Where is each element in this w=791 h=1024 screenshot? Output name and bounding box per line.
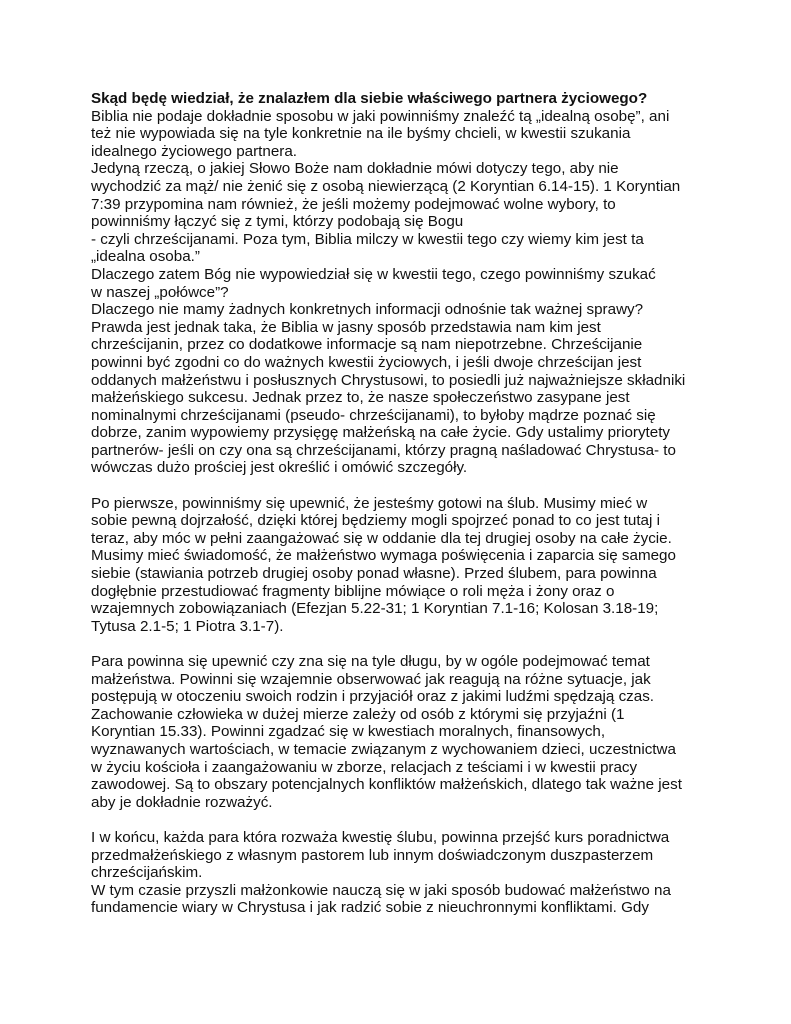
text-line: Para powinna się upewnić czy zna się na tyle długu, by w ogóle podejmować temat — [91, 653, 650, 670]
text-line: siebie (stawiania potrzeb drugiej osoby ponad własne). Przed ślubem, para powinna — [91, 565, 657, 583]
text-line: - czyli chrześcijanami. Poza tym, Biblia milczy w kwestii tego czy wiemy kim jest ta — [91, 230, 644, 248]
text-line: dogłębnie przestudiować fragmenty biblijne mówiące o roli męża i żony oraz o — [91, 582, 615, 600]
text-line: wyznawanych wartościach, w temacie związanym z wychowaniem dzieci, uczestnictwa — [91, 740, 676, 758]
text-line: małżeństwa. Powinni się wzajemnie obserwować jak reagują na różne sytuacje, jak — [91, 670, 651, 688]
text-line: małżeńskiego sukcesu. Jednak przez to, że nasze społeczeństwo zasypane jest — [91, 389, 630, 407]
text-line: powinni być zgodni co do ważnych kwestii życiowych, i jeśli dwoje chrześcijan jest — [91, 353, 642, 371]
text-line: sobie pewną dojrzałość, dzięki której będziemy mogli spojrzeć ponad to co jest tutaj i — [91, 512, 660, 530]
text-line: też nie wypowiada się na tyle konkretnie na ile byśmy chcieli, w kwestii szukania — [91, 125, 631, 143]
text-line: fundamencie wiary w Chrystusa i jak radzić sobie z nieuchronnymi konfliktami. Gdy — [91, 899, 649, 917]
text-line: wzajemnych zobowiązaniach (Efezjan 5.22-31; 1 Koryntian 7.1-16; Kolosan 3.18-19; — [91, 600, 659, 618]
text-line: Jedyną rzeczą, o jakiej Słowo Boże nam dokładnie mówi dotyczy tego, aby nie — [91, 160, 619, 178]
paragraph-spacer — [91, 635, 711, 653]
text-line: dobrze, zanim wypowiemy przysięgę małżeńską na całe życie. Gdy ustalimy priorytety — [91, 424, 671, 442]
paragraph-readiness — [91, 495, 711, 636]
text-line: zawodowej. Są to obszary potencjalnych konfliktów małżeńskich, dlatego tak ważne jest — [91, 776, 682, 794]
text-line: oddanych małżeństwu i posłusznych Chrystusowi, to posiedli już najważniejsze składniki — [91, 371, 686, 389]
paragraph-intro — [91, 108, 711, 477]
text-line: 7:39 przypomina nam również, że jeśli możemy podejmować wolne wybory, to — [91, 195, 616, 213]
text-line: wychodzić za mąż/ nie żenić się z osobą niewierzącą (2 Koryntian 6.14-15). 1 Koryntian — [91, 177, 681, 195]
paragraph-spacer — [91, 477, 711, 495]
text-line: idealnego życiowego partnera. — [91, 142, 298, 160]
text-line: chrześcijanin, przez co dodatkowe informacje są nam niepotrzebne. Chrześcijanie — [91, 336, 643, 354]
text-line: przedmałżeńskiego z własnym pastorem lub innym doświadczonym duszpasterzem — [91, 846, 654, 864]
text-line: powinniśmy łączyć się z tymi, którzy podobają się Bogu — [91, 213, 464, 231]
text-line: Po pierwsze, powinniśmy się upewnić, że jesteśmy gotowi na ślub. Musimy mieć w — [91, 494, 648, 512]
text-line: w życiu kościoła i zaangażowaniu w zborze, relacjach z teściami i w kwestii pracy — [91, 758, 638, 776]
text-line: I w końcu, każda para która rozważa kwestię ślubu, powinna przejść kurs poradnictwa — [91, 828, 670, 846]
text-line: w naszej „połówce”? — [91, 283, 229, 301]
paragraph-spacer — [91, 811, 711, 829]
text-line: Zachowanie człowieka w dużej mierze zależy od osób z którymi się przyjaźni (1 — [91, 705, 625, 723]
text-line: Koryntian 15.33). Powinni zgadzać się w kwestiach moralnych, finansowych, — [91, 723, 606, 741]
paragraph-knowing-each-other — [91, 653, 711, 811]
text-line: teraz, aby móc w pełni zaangażować się w oddanie dla tej drugiej osoby na całe życie. — [91, 529, 672, 547]
text-line: Prawda jest jednak taka, że Biblia w jasny sposób przedstawia nam kim jest — [91, 318, 601, 336]
text-line: W tym czasie przyszli małżonkowie nauczą się w jaki sposób budować małżeństwo na — [91, 881, 671, 899]
text-line: chrześcijańskim. — [91, 864, 203, 882]
text-line: Dlaczego zatem Bóg nie wypowiedział się w kwestii tego, czego powinniśmy szukać — [91, 265, 656, 283]
text-line: Tytusa 2.1-5; 1 Piotra 3.1-7). — [91, 617, 284, 635]
text-line: partnerów- jeśli on czy ona są chrześcijanami, którzy pragną naśladować Chrystusa- to — [91, 441, 676, 459]
text-line: aby je dokładnie rozważyć. — [91, 793, 273, 811]
text-line: wówczas dużo prościej jest określić i omówić szczegóły. — [91, 459, 468, 477]
document-page — [91, 90, 711, 917]
document-title: Skąd będę wiedział, że znalazłem dla siebie właściwego partnera życiowego? — [91, 90, 648, 107]
text-line: „idealna osoba.” — [91, 248, 200, 266]
text-line: nominalnymi chrześcijanami (pseudo- chrześcijanami), to byłoby mądrze poznać się — [91, 406, 656, 424]
text-line: Biblia nie podaje dokładnie sposobu w jaki powinniśmy znaleźć tą „idealną osobę”, ani — [91, 107, 670, 125]
text-line: Dlaczego nie mamy żadnych konkretnych informacji odnośnie tak ważnej sprawy? — [91, 301, 644, 319]
paragraph-counseling — [91, 829, 711, 917]
text-line: postępują w otoczeniu swoich rodzin i przyjaciół oraz z jakimi ludźmi spędzają czas. — [91, 688, 655, 706]
text-line: Musimy mieć świadomość, że małżeństwo wymaga poświęcenia i zaparcia się samego — [91, 547, 676, 565]
